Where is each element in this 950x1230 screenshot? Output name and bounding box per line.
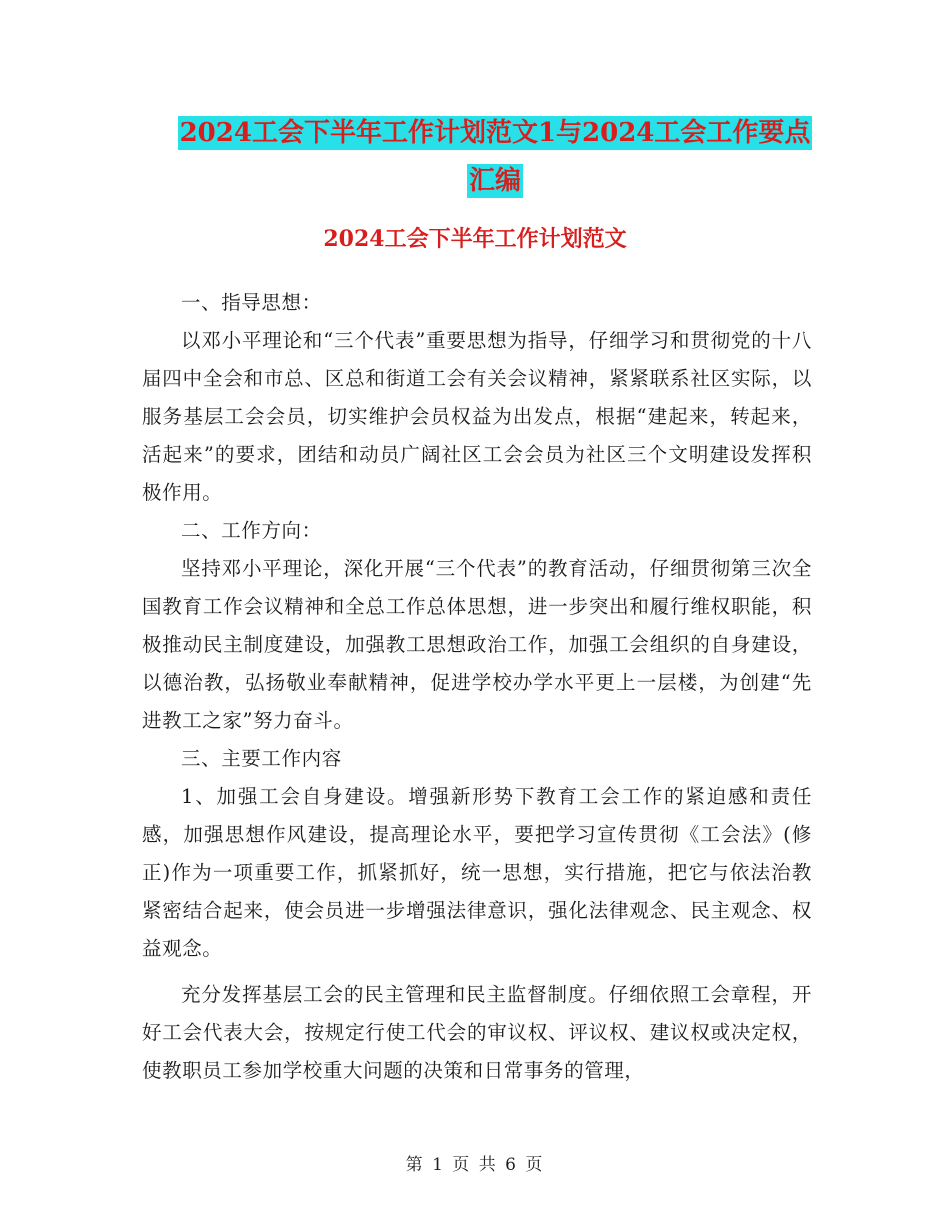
document-title xyxy=(145,112,845,202)
document-body xyxy=(142,284,812,1090)
document-title-line2: 汇编 xyxy=(468,166,521,196)
section-title: 2024工会下半年工作计划范文 xyxy=(323,226,627,252)
document-title-line1: 2024工会下半年工作计划范文1与2024工会工作要点 xyxy=(179,118,811,148)
paragraph: 坚持邓小平理论，深化开展“三个代表”的教育活动，仔细贯彻第三次全国教育工作会议精神和全总工作总体思想，进一步突出和履行维权职能，积极推动民主制度建设，加强教工思想政治工作，加强工会组织的自身建设，以德治教，弘扬敬业奉献精神，促进学校办学水平更上一层楼，为创建“先进教工之家”努力奋斗。 xyxy=(142,557,812,732)
paragraph: 以邓小平理论和“三个代表”重要思想为指导，仔细学习和贯彻党的十八届四中全会和市总、区总和街道工会有关会议精神，紧紧联系社区实际，以服务基层工会会员，切实维护会员权益为出发点，根据“建起来，转起来，活起来”的要求，团结和动员广阔社区工会会员为社区三个文明建设发挥积极作用。 xyxy=(142,329,812,504)
paragraph-heading-work-direction: 二、工作方向： xyxy=(181,519,322,542)
paragraph: 1、加强工会自身建设。增强新形势下教育工会工作的紧迫感和责任感，加强思想作风建设，提高理论水平，要把学习宣传贯彻《工会法》(修正)作为一项重要工作，抓紧抓好，统一思想，实行措施，把它与依法治教紧密结合起来，使会员进一步增强法律意识，强化法律观念、民主观念、权益观念。 xyxy=(142,785,812,960)
page-footer: 第 1 页 共 6 页 xyxy=(405,1155,545,1175)
paragraph-heading-main-content: 三、主要工作内容 xyxy=(181,747,342,770)
paragraph: 充分发挥基层工会的民主管理和民主监督制度。仔细依照工会章程，开好工会代表大会，按规定行使工代会的审议权、评议权、建议权或决定权，使教职员工参加学校重大问题的决策和日常事务的管理， xyxy=(142,983,812,1082)
paragraph-heading-guiding-ideology: 一、指导思想： xyxy=(181,291,322,314)
